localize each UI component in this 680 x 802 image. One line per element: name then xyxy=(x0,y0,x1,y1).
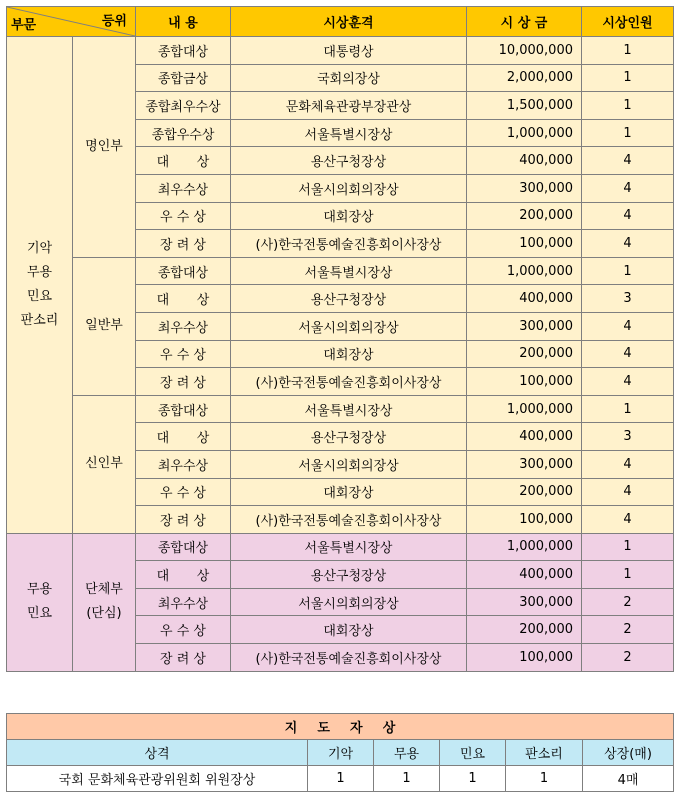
prize-cell: 10,000,000 xyxy=(467,37,582,65)
table-row xyxy=(7,395,674,423)
content-cell: 대 상 xyxy=(136,285,231,313)
award-cell: 서울특별시장상 xyxy=(231,395,467,423)
content-cell: 종합우수상 xyxy=(136,119,231,147)
content-cell: 종합대상 xyxy=(136,533,231,561)
award-cell: 대회장상 xyxy=(231,478,467,506)
content-header: 내 용 xyxy=(136,7,231,37)
award-cell: 용산구청장상 xyxy=(231,561,467,589)
category-label: 부문 xyxy=(11,18,37,33)
content-cell: 최우수상 xyxy=(136,312,231,340)
content-cell: 우 수 상 xyxy=(136,202,231,230)
award-cell: 대회장상 xyxy=(231,340,467,368)
prize-cell: 400,000 xyxy=(467,423,582,451)
award-cell: 서울시의회의장상 xyxy=(231,588,467,616)
count-cell: 4 xyxy=(582,202,674,230)
count-cell: 2 xyxy=(582,588,674,616)
prize-cell: 100,000 xyxy=(467,230,582,258)
table-row xyxy=(7,533,674,561)
count-cell: 1 xyxy=(582,64,674,92)
count-cell: 1 xyxy=(582,119,674,147)
content-cell: 종합대상 xyxy=(136,395,231,423)
award-cell: 서울특별시장상 xyxy=(231,119,467,147)
prize-header: 시 상 금 xyxy=(467,7,582,37)
award-cell: (사)한국전통예술진흥회이사장상 xyxy=(231,506,467,534)
count-cell: 4 xyxy=(582,450,674,478)
award-cell: 대통령상 xyxy=(231,37,467,65)
division-line: 단체부 xyxy=(85,582,123,598)
award-cell: 용산구청장상 xyxy=(231,147,467,175)
award-cell: 대회장상 xyxy=(231,616,467,644)
prize-cell: 2,000,000 xyxy=(467,64,582,92)
guide-cell: 1 xyxy=(440,766,506,792)
grade-label: 등위 xyxy=(101,14,127,29)
table-row xyxy=(7,37,674,65)
content-cell: 최우수상 xyxy=(136,588,231,616)
content-cell: 종합대상 xyxy=(136,257,231,285)
count-cell: 3 xyxy=(582,423,674,451)
category-line: 기악 xyxy=(26,240,53,256)
content-cell: 장 려 상 xyxy=(136,230,231,258)
guide-column-header: 판소리 xyxy=(506,740,583,766)
prize-cell: 400,000 xyxy=(467,561,582,589)
category-cell xyxy=(7,37,73,534)
prize-cell: 100,000 xyxy=(467,506,582,534)
content-cell: 장 려 상 xyxy=(136,644,231,672)
guide-table xyxy=(6,713,674,792)
award-cell: 용산구청장상 xyxy=(231,423,467,451)
guide-cell: 4매 xyxy=(583,766,674,792)
content-cell: 대 상 xyxy=(136,561,231,589)
guide-column-header: 상장(매) xyxy=(583,740,674,766)
guide-cell: 1 xyxy=(506,766,583,792)
category-line: 민요 xyxy=(26,288,53,304)
award-cell: 서울특별시장상 xyxy=(231,257,467,285)
content-cell: 최우수상 xyxy=(136,450,231,478)
content-cell: 종합금상 xyxy=(136,64,231,92)
guide-column-header: 기악 xyxy=(308,740,374,766)
content-cell: 우 수 상 xyxy=(136,616,231,644)
division-line: (단심) xyxy=(86,606,122,622)
division-cell: 일반부 xyxy=(73,257,136,395)
award-header: 시상훈격 xyxy=(231,7,467,37)
award-cell: (사)한국전통예술진흥회이사장상 xyxy=(231,230,467,258)
category-line: 무용 xyxy=(26,582,53,598)
prize-cell: 1,000,000 xyxy=(467,119,582,147)
prize-cell: 100,000 xyxy=(467,644,582,672)
count-cell: 1 xyxy=(582,37,674,65)
prize-cell: 200,000 xyxy=(467,202,582,230)
award-cell: 서울시의회의장상 xyxy=(231,312,467,340)
content-cell: 대 상 xyxy=(136,147,231,175)
prize-cell: 400,000 xyxy=(467,285,582,313)
guide-column-header: 무용 xyxy=(374,740,440,766)
prize-cell: 1,500,000 xyxy=(467,92,582,120)
guide-cell: 1 xyxy=(308,766,374,792)
count-cell: 4 xyxy=(582,147,674,175)
count-cell: 1 xyxy=(582,257,674,285)
award-cell: 대회장상 xyxy=(231,202,467,230)
prize-cell: 300,000 xyxy=(467,174,582,202)
prize-cell: 100,000 xyxy=(467,368,582,396)
count-cell: 4 xyxy=(582,340,674,368)
award-cell: (사)한국전통예술진흥회이사장상 xyxy=(231,368,467,396)
count-header: 시상인원 xyxy=(582,7,674,37)
content-cell: 종합최우수상 xyxy=(136,92,231,120)
award-table xyxy=(6,6,674,672)
award-cell: 문화체육관광부장관상 xyxy=(231,92,467,120)
count-cell: 3 xyxy=(582,285,674,313)
count-cell: 4 xyxy=(582,174,674,202)
guide-title: 지 도 자 상 xyxy=(7,714,674,740)
award-cell: (사)한국전통예술진흥회이사장상 xyxy=(231,644,467,672)
count-cell: 1 xyxy=(582,92,674,120)
count-cell: 4 xyxy=(582,230,674,258)
count-cell: 1 xyxy=(582,533,674,561)
content-cell: 장 려 상 xyxy=(136,368,231,396)
guide-cell: 1 xyxy=(374,766,440,792)
category-line: 무용 xyxy=(26,264,53,280)
category-line: 민요 xyxy=(26,606,53,622)
count-cell: 1 xyxy=(582,561,674,589)
prize-cell: 1,000,000 xyxy=(467,257,582,285)
guide-column-header: 상격 xyxy=(7,740,308,766)
award-cell: 서울시의회의장상 xyxy=(231,450,467,478)
prize-cell: 200,000 xyxy=(467,340,582,368)
guide-cell: 국회 문화체육관광위원회 위원장상 xyxy=(7,766,308,792)
award-cell: 서울시의회의장상 xyxy=(231,174,467,202)
content-cell: 최우수상 xyxy=(136,174,231,202)
prize-cell: 300,000 xyxy=(467,588,582,616)
award-cell: 용산구청장상 xyxy=(231,285,467,313)
prize-cell: 300,000 xyxy=(467,450,582,478)
prize-cell: 200,000 xyxy=(467,616,582,644)
division-cell xyxy=(73,533,136,671)
corner-header xyxy=(7,7,136,37)
count-cell: 1 xyxy=(582,395,674,423)
prize-cell: 400,000 xyxy=(467,147,582,175)
prize-cell: 1,000,000 xyxy=(467,395,582,423)
count-cell: 4 xyxy=(582,368,674,396)
division-cell: 명인부 xyxy=(73,37,136,258)
count-cell: 4 xyxy=(582,312,674,340)
award-cell: 서울특별시장상 xyxy=(231,533,467,561)
category-cell xyxy=(7,533,73,671)
content-cell: 장 려 상 xyxy=(136,506,231,534)
count-cell: 2 xyxy=(582,644,674,672)
content-cell: 종합대상 xyxy=(136,37,231,65)
division-cell: 신인부 xyxy=(73,395,136,533)
count-cell: 2 xyxy=(582,616,674,644)
content-cell: 우 수 상 xyxy=(136,478,231,506)
count-cell: 4 xyxy=(582,506,674,534)
content-cell: 대 상 xyxy=(136,423,231,451)
prize-cell: 300,000 xyxy=(467,312,582,340)
prize-cell: 1,000,000 xyxy=(467,533,582,561)
guide-column-header: 민요 xyxy=(440,740,506,766)
count-cell: 4 xyxy=(582,478,674,506)
table-row xyxy=(7,257,674,285)
category-line: 판소리 xyxy=(20,312,59,328)
award-cell: 국회의장상 xyxy=(231,64,467,92)
prize-cell: 200,000 xyxy=(467,478,582,506)
content-cell: 우 수 상 xyxy=(136,340,231,368)
